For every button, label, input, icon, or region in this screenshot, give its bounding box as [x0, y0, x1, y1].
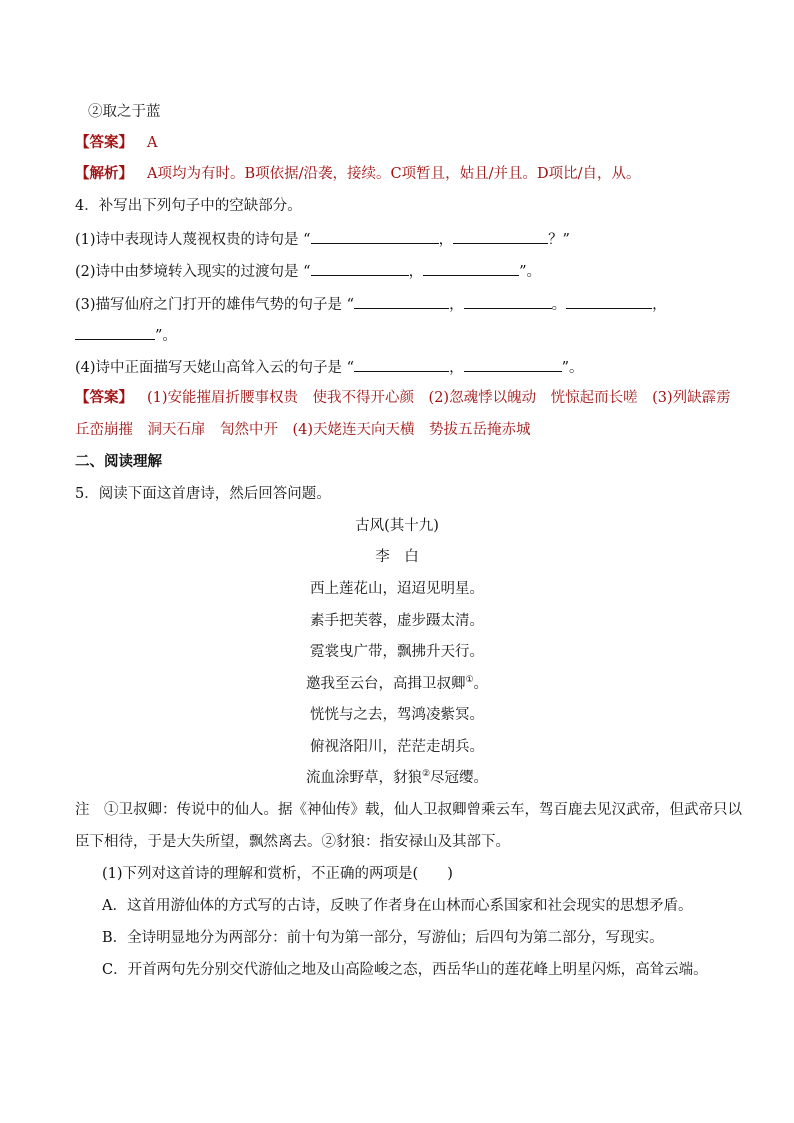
poem-author: 李 白	[375, 549, 419, 565]
answer-tag: 【答案】	[75, 134, 133, 151]
q4-answer-cont: 丘峦崩摧 洞天石扉 訇然中开 (4)天姥连天向天横 势拔五岳掩赤城	[75, 422, 531, 438]
footnote-marker: ①	[465, 675, 474, 686]
fill-blank[interactable]	[354, 294, 449, 309]
poem-title: 古风(其十九)	[355, 518, 439, 534]
q4-part1: (1)诗中表现诗人蔑视权贵的诗句是 “ ， ？”	[0, 229, 794, 249]
fill-blank[interactable]	[464, 357, 562, 372]
q3-answer	[0, 134, 794, 152]
analysis-text: A项均为有时。B项依据/沿袭，接续。C项暂且，姑且/并且。D项比/自，从。	[147, 166, 641, 182]
fill-blank[interactable]	[354, 357, 449, 372]
footnote-marker: ②	[421, 769, 431, 780]
poem-line: 邀我至云台，高揖卫叔卿①。	[305, 675, 489, 692]
answer-tag: 【答案】	[75, 389, 133, 406]
q4-part3: (3)描写仙府之门打开的雄伟气势的句子是 “ ， 。 ，	[0, 294, 794, 314]
answer-text: (1)安能摧眉折腰事权贵 使我不得开心颜 (2)忽魂悸以魄动 恍惊起而长嗟 (3)列缺霹雳	[147, 390, 731, 406]
option-b: B．全诗明显地分为两部分：前十句为第一部分，写游仙；后四句为第二部分，写现实。	[102, 930, 664, 946]
poem-note: 注 ①卫叔卿：传说中的仙人。据《神仙传》载，仙人卫叔卿曾乘云车，驾百鹿去见汉武帝，但武帝只以	[75, 802, 742, 818]
poem-line: 俯视洛阳川，茫茫走胡兵。	[310, 739, 484, 755]
q3-item-2: ②取之于蓝	[88, 104, 161, 120]
fill-blank[interactable]	[566, 294, 652, 309]
poem-line: 西上莲花山，迢迢见明星。	[310, 581, 484, 597]
fill-blank[interactable]	[75, 325, 155, 340]
q4-part3-cont: ”。	[0, 325, 794, 345]
fill-blank[interactable]	[464, 294, 552, 309]
fill-blank[interactable]	[311, 229, 439, 244]
analysis-tag: 【解析】	[75, 165, 133, 182]
fill-blank[interactable]	[453, 229, 548, 244]
q4-answer	[0, 389, 794, 407]
poem-line: 恍恍与之去，驾鸿凌紫冥。	[310, 707, 484, 723]
fill-blank[interactable]	[423, 261, 519, 276]
poem-note-cont: 臣下相待，于是大失所望，飘然离去。②豺狼：指安禄山及其部下。	[75, 834, 510, 850]
option-c: C．开首两句先分别交代游仙之地及山高险峻之态，西岳华山的莲花峰上明星闪烁，高耸云端。	[102, 962, 708, 978]
section-heading: 二、阅读理解	[75, 453, 162, 470]
answer-text: A	[147, 135, 158, 151]
poem-line: 霓裳曳广带，飘拂升天行。	[310, 644, 484, 660]
q4-part4: (4)诗中正面描写天姥山高耸入云的句子是 “ ， ”。	[0, 357, 794, 377]
poem-line: 流血涂野草，豺狼②尽冠缨。	[305, 769, 489, 786]
q3-analysis	[0, 165, 794, 183]
poem-line: 素手把芙蓉，虚步蹑太清。	[310, 613, 484, 629]
fill-blank[interactable]	[311, 261, 409, 276]
q5-sub1: (1)下列对这首诗的理解和赏析，不正确的两项是( )	[102, 866, 453, 882]
option-a: A．这首用游仙体的方式写的古诗，反映了作者身在山林而心系国家和社会现实的思想矛盾。	[102, 898, 693, 914]
q4-stem: 4．补写出下列句子中的空缺部分。	[75, 198, 302, 214]
q4-part2: (2)诗中由梦境转入现实的过渡句是 “ ， ”。	[0, 261, 794, 281]
q5-stem: 5．阅读下面这首唐诗，然后回答问题。	[75, 486, 331, 502]
